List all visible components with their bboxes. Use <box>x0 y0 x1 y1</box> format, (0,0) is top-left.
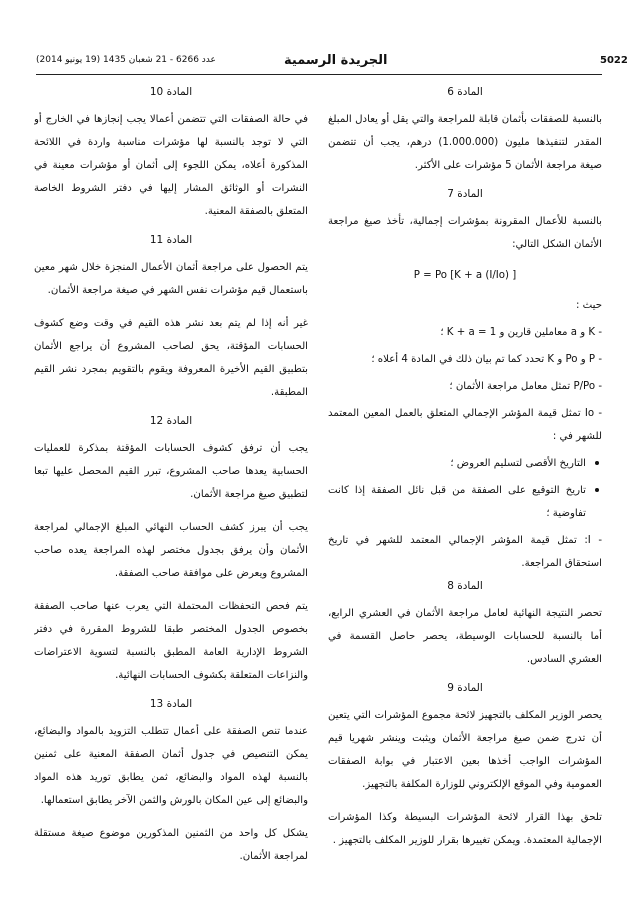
article-9-title: المادة 9 <box>447 682 483 694</box>
article-12-paragraph-1: يجب أن ترفق كشوف الحسابات المؤقتة بمذكرة للعمليات الحسابية يعدها صاحب المشروع، تبرر القيم المحصل عليها تبعا لتطبيق صيغ مراجعة الأثمان. <box>34 443 308 500</box>
article-12-paragraph-2: يجب أن يبرز كشف الحساب النهائي المبلغ الإجمالي لمراجعة الأثمان وأن يرفق بجدول مختصر لهذه المراجعة يعده صاحب المشروع ويعرض على موافقة صاحب الصفقة. <box>34 522 308 579</box>
article-13-paragraph-1: عندما تنص الصفقة على أعمال تتطلب التزويد بالمواد والبضائع، يمكن التنصيص في جدول أثمان الصفقة المعنية على ثمنين بالنسبة لهذه المواد والبضائع، ثمن يطابق توريد هذه المواد والبضائع إلى عين المكان بالورش والثمن الآخر يطابق استعمالها. <box>34 726 308 806</box>
article-7-title: المادة 7 <box>447 188 483 200</box>
article-13-paragraph-2: يشكل كل واحد من الثمنين المذكورين موضوع صيغة مستقلة لمراجعة الأثمان. <box>34 828 308 862</box>
article-6-paragraph: بالنسبة للصفقات بأثمان قابلة للمراجعة والتي يقل أو يعادل المبلغ المقدر لتنفيذها مليون (1.000.000) درهم، يجب أن تتضمن صيغة مراجعة الأثمان 5 مؤشرات على الأكثر. <box>328 114 602 171</box>
bullet-offer-deadline: التاريخ الأقصى لتسليم العروض ؛ <box>328 452 602 475</box>
page-number: 5022 <box>600 55 628 66</box>
article-13-title: المادة 13 <box>149 698 193 710</box>
formula-definitions <box>328 294 602 575</box>
article-12-title: المادة 12 <box>149 415 193 427</box>
gazette-title: الجريدة الرسمية <box>284 53 388 68</box>
definitions-intro: حيث : <box>575 300 602 311</box>
definition-p-po-ratio: - P/Po تمثل معامل مراجعة الأثمان ؛ <box>449 381 602 392</box>
article-9-paragraph-2: تلحق بهذا القرار لائحة المؤشرات البسيطة وكذا المؤشرات الإجمالية المعتمدة. ويمكن تغييرها بقرار للوزير المكلف بالتجهيز . <box>328 812 602 846</box>
article-8-paragraph: تحصر النتيجة النهائية لعامل مراجعة الأثمان في العشري الرابع، أما بالنسبة للحسابات الوسيطة، يحصر حاصل القسمة في العشري السادس. <box>328 608 602 665</box>
article-11-paragraph-2: غير أنه إذا لم يتم بعد نشر هذه القيم في وقت وضع كشوف الحسابات المؤقتة، يحق لصاحب المشروع أن يراجع الأثمان بتطبيق القيم الأخيرة المعروفة ويقوم بالتقويم بمجرد نشر القيم المطبقة. <box>34 318 308 398</box>
article-7-paragraph: بالنسبة للأعمال المقرونة بمؤشرات إجمالية، تأخذ صيغ مراجعة الأثمان الشكل التالي: <box>328 216 602 250</box>
issue-info: عدد 6266 - 21 شعبان 1435 (19 يونيو 2014) <box>36 55 216 65</box>
article-12-paragraph-3: يتم فحص التحفظات المحتملة التي يعرب عنها صاحب الصفقة بخصوص الجدول المختصر طبقا للشروط المقررة في دفتر الشروط الإدارية العامة المطبق بالنسبة لتسوية الاعتراضات والنزاعات المتعلقة بكشوف الحسابات النهائية. <box>34 601 308 681</box>
left-column <box>34 84 308 879</box>
revision-formula: P = Po [K + a (I/Io) ] <box>413 270 517 281</box>
definition-i: - I: تمثل قيمة المؤشر الإجمالي المعتمد للشهر في تاريخ استحقاق المراجعة. <box>328 535 602 569</box>
definition-io: - Io تمثل قيمة المؤشر الإجمالي المتعلق بالعمل المعين المعتمد للشهر في : <box>328 408 602 442</box>
article-10-paragraph: في حالة الصفقات التي تتضمن أعمالا يجب إنجازها في الخارج أو التي لا توجد بالنسبة لها مؤشرات مناسبة واردة في اللائحة المذكورة أعلاه، يمكن اللجوء إلى أثمان أو مؤشرات معينة في النشرات أو الوثائق المشار إليها في دفتر الشروط الخاصة المتعلق بالصفقة المعنية. <box>34 114 308 217</box>
article-6-title: المادة 6 <box>447 86 483 98</box>
article-10-title: المادة 10 <box>149 86 193 98</box>
article-9-paragraph-1: يحصر الوزير المكلف بالتجهيز لائحة مجموع المؤشرات التي يتعين أن تدرج ضمن صيغ مراجعة الأثمان ويثبت وينشر شهريا قيم المؤشرات الواجب أخذها بعين الاعتبار في بوابة الصفقات العمومية وفي الموقع الإلكتروني للوزارة المكلفة بالتجهيز. <box>328 710 602 790</box>
article-11-title: المادة 11 <box>149 234 193 246</box>
definition-k-a: - K و a معاملين قارين و K + a = 1 ؛ <box>440 327 602 338</box>
page-body <box>34 84 602 879</box>
right-column <box>328 84 602 879</box>
bullet-signature-date: تاريخ التوقيع على الصفقة من قبل نائل الصفقة إذا كانت تفاوضية ؛ <box>328 479 602 525</box>
page-header <box>36 52 628 75</box>
article-11-paragraph-1: يتم الحصول على مراجعة أثمان الأعمال المنجزة خلال شهر معين باستعمال قيم مؤشرات نفس الشهر في صيغة مراجعة الأثمان. <box>34 262 308 296</box>
article-8-title: المادة 8 <box>447 580 483 592</box>
definition-p-po-k: - P و Po و K تحدد كما تم بيان ذلك في المادة 4 أعلاه ؛ <box>371 354 602 365</box>
